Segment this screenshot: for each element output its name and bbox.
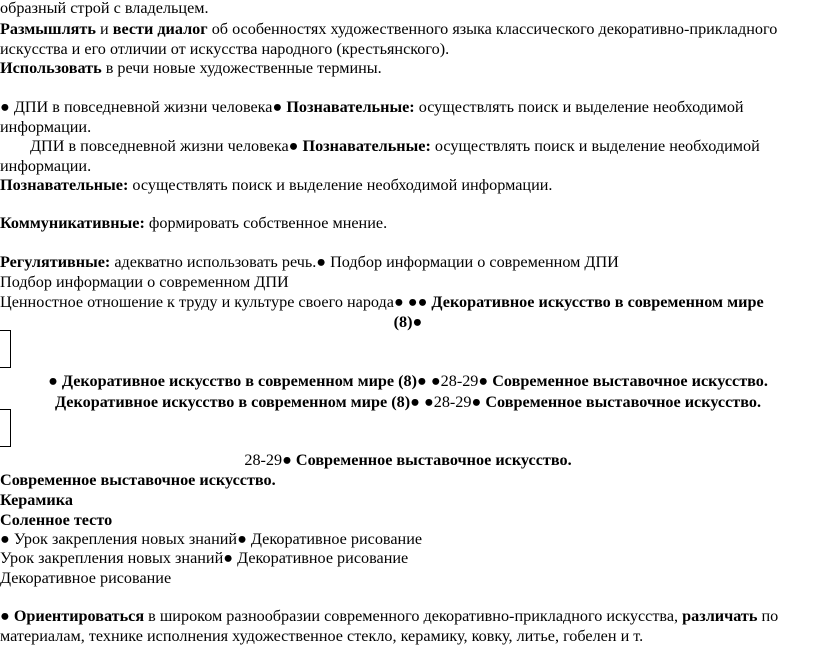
line-8: (8)● [393, 313, 423, 331]
bold-term: различать [682, 607, 758, 625]
line-ceramics: Керамика [0, 491, 73, 509]
bold-term: Использовать [0, 59, 102, 77]
line-exhibition-2: Современное выставочное искусство. [0, 471, 276, 489]
bold-term: Познавательные: [298, 137, 431, 155]
paragraph-orient: ● Ориентироваться в широком разнообразии современного декоративно-прикладного искусства, различать по материалам, технике исполнения художественное стекло, керамику, ковку, литье, гобелен и т. [0, 607, 779, 645]
table-border-2 [0, 409, 11, 447]
line-exhibition-1: 28-29● Современное выставочное искусство. [244, 451, 572, 469]
line-regulative: Регулятивные: адекватно использовать речь.● Подбор информации о современном ДПИ [0, 253, 619, 271]
bold-term: Регулятивные: [0, 253, 111, 271]
line-decorative-1: ● Декоративное искусство в современном мире (8)● ●28-29● Современное выставочное искусство. [48, 372, 768, 390]
line-lesson-2: Урок закрепления новых знаний● Декоративное рисование [0, 549, 409, 567]
table-border-1 [0, 330, 11, 368]
line-drawing: Декоративное рисование [0, 569, 172, 587]
bold-term: Познавательные: [0, 176, 129, 194]
line-cognitive-3: Познавательные: осуществлять поиск и выделение необходимой информации. [0, 176, 553, 194]
line-lesson-1: ● Урок закрепления новых знаний● Декоративное рисование [0, 530, 423, 548]
bold-term: Коммуникативные: [0, 214, 145, 232]
bold-term: вести диалог [112, 20, 208, 38]
line-communicative: Коммуникативные: формировать собственное мнение. [0, 214, 388, 232]
bold-term: Размышлять [0, 20, 96, 38]
bold-term: Познавательные: [282, 98, 415, 116]
line-info: Подбор информации о современном ДПИ [0, 273, 289, 291]
line-use: Использовать в речи новые художественные термины. [0, 59, 382, 77]
paragraph-cognitive-2: ДПИ в повседневной жизни человека● Познавательные: осуществлять поиск и выделение необходимой информации. [0, 137, 760, 175]
paragraph-cognitive-1: ● ДПИ в повседневной жизни человека● Познавательные: осуществлять поиск и выделение необходимой информации. [0, 98, 744, 136]
bold-term: Декоративное искусство в современном мире [427, 293, 764, 311]
line-1: образный строй с владельцем. [0, 0, 209, 17]
line-decorative-2: Декоративное искусство в современном мире (8)● ●28-29● Современное выставочное искусство. [54, 393, 762, 411]
bold-term: ● Ориентироваться [0, 607, 145, 625]
line-value: Ценностное отношение к труду и культуре своего народа● ●● Декоративное искусство в современном мире [0, 293, 764, 311]
paragraph-reflect: Размышлять и вести диалог об особенностях художественного языка классического декоративно-прикладного искусства и его отличии от искусства народного (крестьянского). [0, 20, 778, 58]
line-dough: Соленное тесто [0, 511, 113, 529]
